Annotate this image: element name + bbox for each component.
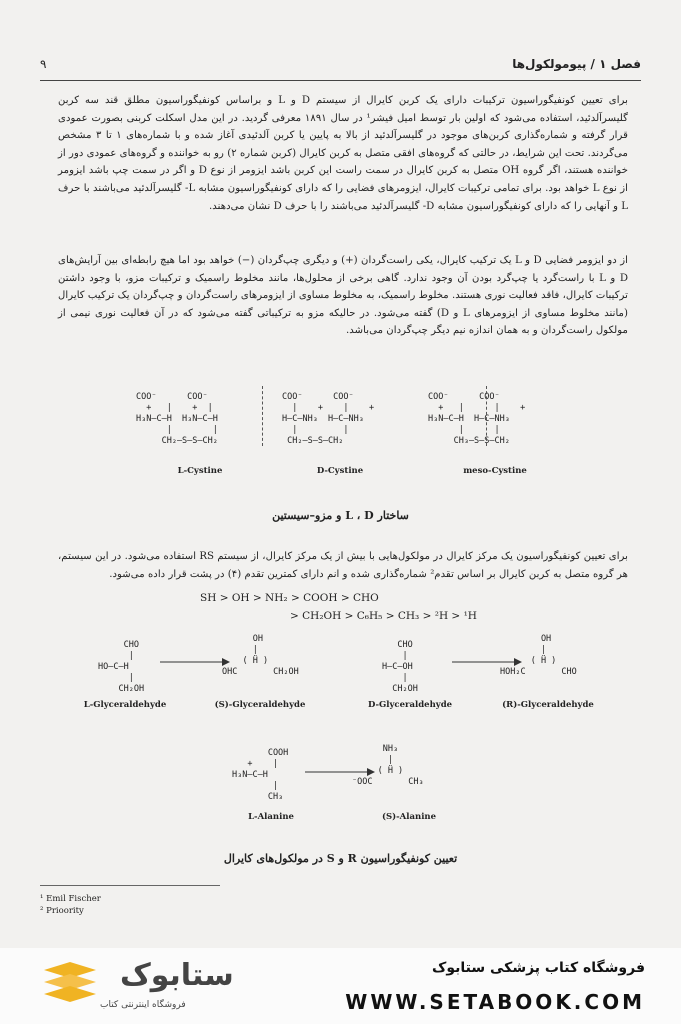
- footnote-divider: [40, 885, 220, 886]
- mirror-plane: [262, 386, 263, 446]
- d-glyceraldehyde-structure: CHO | H—C—OH | CH₂OH: [382, 640, 418, 694]
- footnote-2: ² Prioority: [40, 906, 84, 916]
- l-alanine-structure: COOH + | H₃N—C—H | CH₃: [232, 748, 289, 802]
- store-url[interactable]: WWW.SETABOOK.COM: [345, 990, 645, 1014]
- footnote-1: ¹ Emil Fischer: [40, 894, 101, 904]
- arrow-icon: [160, 655, 230, 669]
- figure1-caption: ساختار L ، D و مزو–سیستین: [272, 509, 409, 522]
- page-number: ۹: [40, 57, 47, 71]
- l-alanine-label: L-Alanine: [248, 812, 294, 822]
- store-logo-icon: [40, 960, 100, 1012]
- l-glyceraldehyde-structure: CHO | HO—C—H | CH₂OH: [98, 640, 145, 694]
- r-glyceraldehyde-label: (R)-Glyceraldehyde: [502, 700, 594, 710]
- store-footer: [0, 948, 681, 1024]
- priority-series-line1: SH > OH > NH₂ > COOH > CHO: [200, 592, 379, 604]
- meso-cystine-label: meso-Cystine: [463, 466, 527, 476]
- header-divider: [40, 80, 641, 81]
- s-alanine-label: (S)-Alanine: [381, 812, 437, 822]
- s-alanine-structure: NH₃ | ( Ḧ ) ⁻OOC CH₃: [352, 744, 424, 787]
- l-cystine-label: L-Cystine: [177, 466, 223, 476]
- l-glyceraldehyde-label: L-Glyceraldehyde: [83, 700, 167, 710]
- priority-series-line2: > CH₂OH > C₆H₅ > CH₃ > ²H > ¹H: [290, 610, 477, 622]
- paragraph-rs-system: برای تعیین کونفیگوراسیون یک مرکز کایرال در مولکول‌هایی با بیش از یک مرکز کایرال، از سیستم RS استفاده می‌شود. در این سیستم، هر گروه متصل به کربن کایرال بر اساس تقدم² شماره‌گذاری شده و انم دارای کمترین تقدم (۴) در پشت قرار داده می‌شود.: [58, 551, 628, 580]
- store-logo-text: ستابوک: [120, 958, 234, 993]
- d-cystine-structure: COO⁻ COO⁻ | + | + H—C—NH₃ H—C—NH₃ | | CH₂—S—S—CH₂: [282, 392, 375, 446]
- meso-cystine-structure: COO⁻ COO⁻ + | | + H₃N—C—H H—C—NH₃ | | CH₃—S—S—CH₂: [428, 392, 526, 446]
- store-name: فروشگاه کتاب پزشکی ستابوک: [432, 960, 645, 976]
- r-glyceraldehyde-structure: OH | ( Ḧ ) HOH₂C CHO: [500, 634, 577, 677]
- page-header: [40, 52, 641, 76]
- s-glyceraldehyde-label: (S)-Glyceraldehyde: [214, 700, 306, 710]
- store-logo-subtitle: فروشگاه اینترنتی کتاب: [100, 1000, 186, 1010]
- d-cystine-label: D-Cystine: [316, 466, 364, 476]
- footnotes: [40, 893, 101, 917]
- paragraph-racemic: از دو ایزومر فضایی D و L یک ترکیب کایرال، یکی راست‌گردان (+) و دیگری چپ‌گردان (−) خواهد بود اما هیچ رابطه‌ای بین آرایش‌های D و L با راست‌گرد یا چپ‌گرد بودن آن وجود ندارد. گاهی برخی از محلول‌ها، مانند مخلوط راسمیک و ترکیبات مزو، با وجود داشتن ترکیبات کایرال، فاقد فعالیت نوری هستند. مخلوط راسمیک، به مخلوط مساوی از ایزومرهای راست‌گردان و چپ‌گردان یک ترکیب کایرال (مانند مخلوط مساوی از ایزومرهای L و D) گفته می‌شود. در حالیکه مزو به ترکیباتی گفته می‌شود که در آن فعالیت نوری نیمی از مولکول راست‌گردان و به همان اندازه نیم دیگر چپ‌گردان می‌باشد.: [58, 255, 629, 337]
- s-glyceraldehyde-structure: OH | ( Ḧ ) OHC CH₂OH: [222, 634, 299, 677]
- l-cystine-structure: COO⁻ COO⁻ + | + | H₃N—C—H H₃N—C—H | | CH₂—S—S—CH₂: [136, 392, 218, 446]
- chapter-title: فصل ۱ / پیومولکول‌ها: [512, 57, 641, 71]
- meso-mirror-plane: [486, 386, 487, 446]
- d-glyceraldehyde-label: D-Glyceraldehyde: [367, 700, 453, 710]
- paragraph-fischer: برای تعیین کونفیگوراسیون ترکیبات دارای یک کربن کایرال از سیستم D و L و براساس کونفیگوراسیون مطلق قند سه کربن گلیسرآلدئید، استفاده می‌شود که اولین بار توسط امیل فیشر¹ در سال ۱۸۹۱ معرفی گردید. در این مدل اسکلت کربنی بصورت عمودی قرار گرفته و شماره‌گذاری کربن‌های موجود در گلیسرآلدئید از بالا به پایین یا کربن آلدئیدی آغاز شده و با شماره‌های ۱ تا ۳ مشخص می‌گردند. تحت این شرایط، در حالتی که گروه‌های افقی متصل به کربن کایرال (کربن شماره ۲) رو به خواننده و گروه‌های عمودی دور از خواننده هستند، اگر گروه OH متصل به کربن کایرال در سمت راست این کربن باشد ایزومر از نوع D و اگر در سمت چپ باشد ایزومر از نوع L خواهد بود. برای تمامی ترکیبات کایرال، ایزومرهای فضایی را که دارای کونفیگوراسیون مشابه L- گلیسرآلدئید می‌باشند با حرف L و آنهایی را که دارای کونفیگوراسیون مشابه D- گلیسرآلدئید می‌باشند را با حرف D نشان می‌دهند.: [58, 95, 629, 212]
- figure2-caption: تعیین کونفیگوراسیون R و S در مولکول‌های کایرال: [223, 852, 458, 865]
